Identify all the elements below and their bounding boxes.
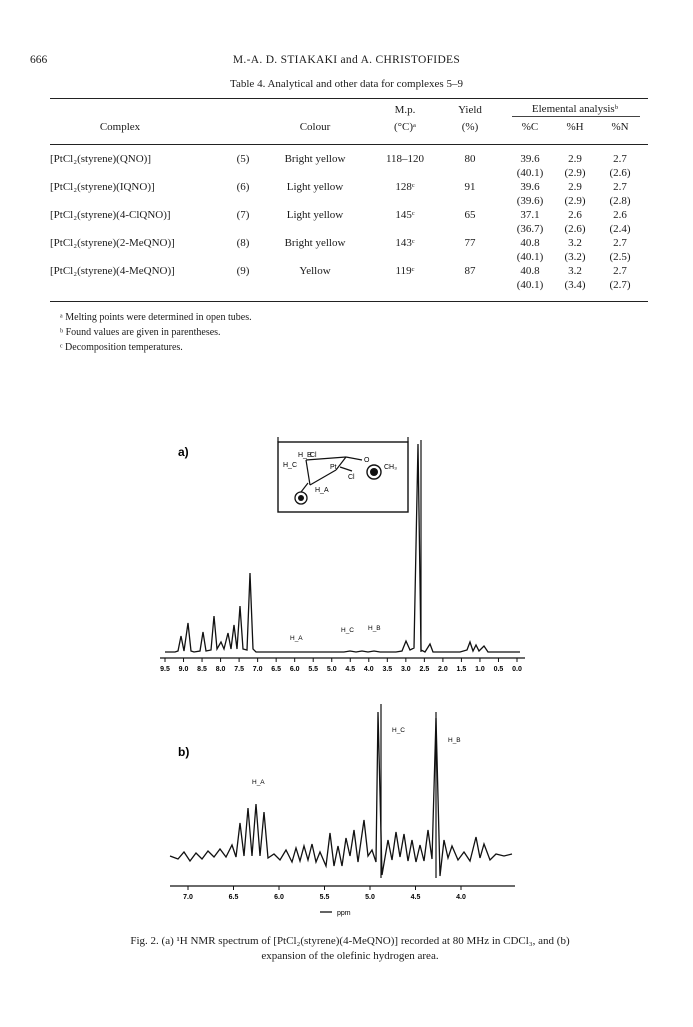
cell-h: 2.9	[568, 181, 582, 193]
table-caption: Table 4. Analytical and other data for complexes 5–9	[230, 78, 463, 90]
peak-b-ha: H_A	[252, 779, 265, 786]
axis-b-ticks	[183, 886, 466, 901]
axis-a-tick-label: 3.5	[382, 666, 393, 673]
axis-a-tick-label: 7.0	[252, 666, 263, 673]
footnote-b: ᵇ Found values are given in parentheses.	[60, 327, 221, 338]
cell-yield: 65	[464, 209, 476, 221]
axis-a-tick-label: 5.0	[326, 666, 337, 673]
struct-hc: H_C	[283, 462, 298, 469]
axis-a-tick-label: 6.0	[289, 666, 300, 673]
header-elemental: Elemental analysisᵇ	[531, 103, 619, 115]
cell-mp: 118–120	[385, 153, 425, 165]
cell-n2: (2.7)	[609, 279, 631, 291]
cell-num: (6)	[236, 181, 250, 193]
cell-h2: (2.6)	[564, 223, 586, 235]
cell-mp: 119ᶜ	[395, 265, 415, 277]
cell-c: 40.8	[520, 237, 540, 249]
cell-colour: Bright yellow	[284, 237, 346, 249]
header-pc: %C	[521, 121, 539, 133]
axis-a-tick-label: 6.5	[271, 666, 282, 673]
cell-mp: 143ᶜ	[395, 237, 415, 249]
cell-n: 2.6	[613, 209, 627, 221]
struct-ha: H_A	[315, 487, 329, 494]
cell-colour: Yellow	[299, 265, 331, 277]
axis-a-tick-label: 1.0	[475, 666, 485, 673]
footnote-c: ᶜ Decomposition temperatures.	[60, 342, 183, 353]
cell-h: 3.2	[568, 265, 582, 277]
cell-colour: Light yellow	[286, 209, 344, 221]
peak-a-ha: H_A	[290, 635, 303, 642]
cell-complex: [PtCl₂(styrene)(IQNO)]	[50, 181, 155, 193]
figure-caption-line1: Fig. 2. (a) ¹H NMR spectrum of [PtCl₂(styrene)(4-MeQNO)] recorded at 80 MHz in CDCl₃, and (b)	[130, 935, 570, 947]
cell-colour: Bright yellow	[284, 153, 346, 165]
cell-num: (7)	[236, 209, 250, 221]
axis-a-tick-label: 5.5	[308, 666, 319, 673]
header-colour: Colour	[299, 121, 331, 133]
footnote-a: ᵃ Melting points were determined in open tubes.	[60, 312, 252, 323]
cell-num: (8)	[236, 237, 250, 249]
cell-complex: [PtCl₂(styrene)(2-MeQNO)]	[50, 237, 175, 249]
axis-a-tick-label: 0.0	[512, 666, 522, 673]
cell-n2: (2.6)	[609, 167, 631, 179]
peak-a-hb: H_B	[368, 625, 381, 632]
cell-c: 39.6	[520, 153, 540, 165]
cell-h2: (2.9)	[564, 167, 586, 179]
struct-ch3: CH₃	[384, 464, 397, 471]
axis-b-tick-label: 4.5	[410, 894, 421, 901]
cell-n: 2.7	[613, 265, 627, 277]
axis-a-ticks	[160, 658, 522, 673]
axis-a-tick-label: 9.5	[160, 666, 170, 673]
cell-n2: (2.4)	[609, 223, 631, 235]
header-yield: Yield	[458, 104, 482, 116]
axis-b-tick-label: 6.0	[274, 894, 284, 901]
header-complex: Complex	[99, 121, 141, 133]
nmr-figure	[0, 420, 693, 925]
running-header: M.-A. D. STIAKAKI and A. CHRISTOFIDES	[232, 54, 461, 66]
figure-caption	[60, 934, 640, 964]
cell-c2: (40.1)	[516, 251, 544, 263]
cell-yield: 80	[464, 153, 476, 165]
cell-yield: 91	[464, 181, 476, 193]
cell-n2: (2.5)	[609, 251, 631, 263]
axis-a-tick-label: 8.0	[215, 666, 226, 673]
cell-num: (9)	[236, 265, 250, 277]
struct-o: O	[364, 457, 370, 464]
cell-h: 2.9	[568, 153, 582, 165]
struct-cl1: Cl	[310, 452, 317, 459]
cell-c: 37.1	[520, 209, 540, 221]
header-ph: %H	[566, 121, 584, 133]
cell-complex: [PtCl₂(styrene)(4-ClQNO)]	[50, 209, 171, 221]
peak-b-hc: H_C	[392, 727, 406, 734]
cell-mp: 128ᶜ	[395, 181, 415, 193]
cell-complex: [PtCl₂(styrene)(QNO)]	[50, 153, 151, 165]
table-top-rule	[50, 98, 648, 99]
spectrum-b	[170, 704, 515, 917]
peak-a-hc: H_C	[341, 627, 355, 634]
cell-c2: (36.7)	[516, 223, 544, 235]
axis-a-tick-label: 8.5	[197, 666, 207, 673]
cell-h2: (2.9)	[564, 195, 586, 207]
axis-b-tick-label: 5.5	[319, 894, 330, 901]
cell-h: 2.6	[568, 209, 582, 221]
cell-c: 40.8	[520, 265, 540, 277]
cell-h2: (3.4)	[564, 279, 586, 291]
axis-a-tick-label: 4.0	[363, 666, 374, 673]
elemental-subrule	[512, 116, 640, 117]
page-number: 666	[30, 54, 48, 66]
struct-pt: Pt	[330, 464, 337, 471]
header-yield-unit: (%)	[461, 121, 479, 133]
cell-num: (5)	[236, 153, 250, 165]
cell-yield: 77	[464, 237, 476, 249]
header-mp-unit: (°C)ᵃ	[393, 121, 417, 133]
axis-a-tick-label: 1.5	[456, 666, 467, 673]
axis-b-tick-label: 6.5	[228, 894, 239, 901]
axis-a-tick-label: 2.0	[438, 666, 448, 673]
cell-h2: (3.2)	[564, 251, 586, 263]
cell-n: 2.7	[613, 153, 627, 165]
axis-a-tick-label: 2.5	[419, 666, 430, 673]
header-pn: %N	[611, 121, 629, 133]
figure-caption-line2: expansion of the olefinic hydrogen area.	[261, 950, 439, 962]
struct-cl2: Cl	[348, 474, 355, 481]
table-bottom-rule	[50, 301, 648, 302]
cell-n: 2.7	[613, 237, 627, 249]
header-mp: M.p.	[394, 104, 416, 116]
cell-c2: (40.1)	[516, 167, 544, 179]
panel-a-label: a)	[178, 445, 189, 459]
axis-a-tick-label: 0.5	[493, 666, 504, 673]
cell-c: 39.6	[520, 181, 540, 193]
axis-b-tick-label: 4.0	[456, 894, 466, 901]
peak-b-hb: H_B	[448, 737, 461, 744]
cell-h: 3.2	[568, 237, 582, 249]
structure-inset	[278, 437, 408, 512]
panel-b-label: b)	[178, 745, 190, 759]
cell-n: 2.7	[613, 181, 627, 193]
axis-b-unit: ppm	[337, 910, 351, 917]
axis-a-tick-label: 7.5	[234, 666, 244, 673]
axis-a-tick-label: 9.0	[178, 666, 189, 673]
cell-mp: 145ᶜ	[395, 209, 415, 221]
axis-b-tick-label: 7.0	[183, 894, 193, 901]
cell-n2: (2.8)	[609, 195, 631, 207]
axis-b-tick-label: 5.0	[365, 894, 375, 901]
cell-c2: (39.6)	[516, 195, 544, 207]
axis-a-tick-label: 3.0	[400, 666, 411, 673]
cell-colour: Light yellow	[286, 181, 344, 193]
table-header-rule	[50, 144, 648, 145]
cell-yield: 87	[464, 265, 476, 277]
cell-complex: [PtCl₂(styrene)(4-MeQNO)]	[50, 265, 175, 277]
struct-hb: H_B	[298, 452, 312, 459]
cell-c2: (40.1)	[516, 279, 544, 291]
axis-a-tick-label: 4.5	[345, 666, 356, 673]
